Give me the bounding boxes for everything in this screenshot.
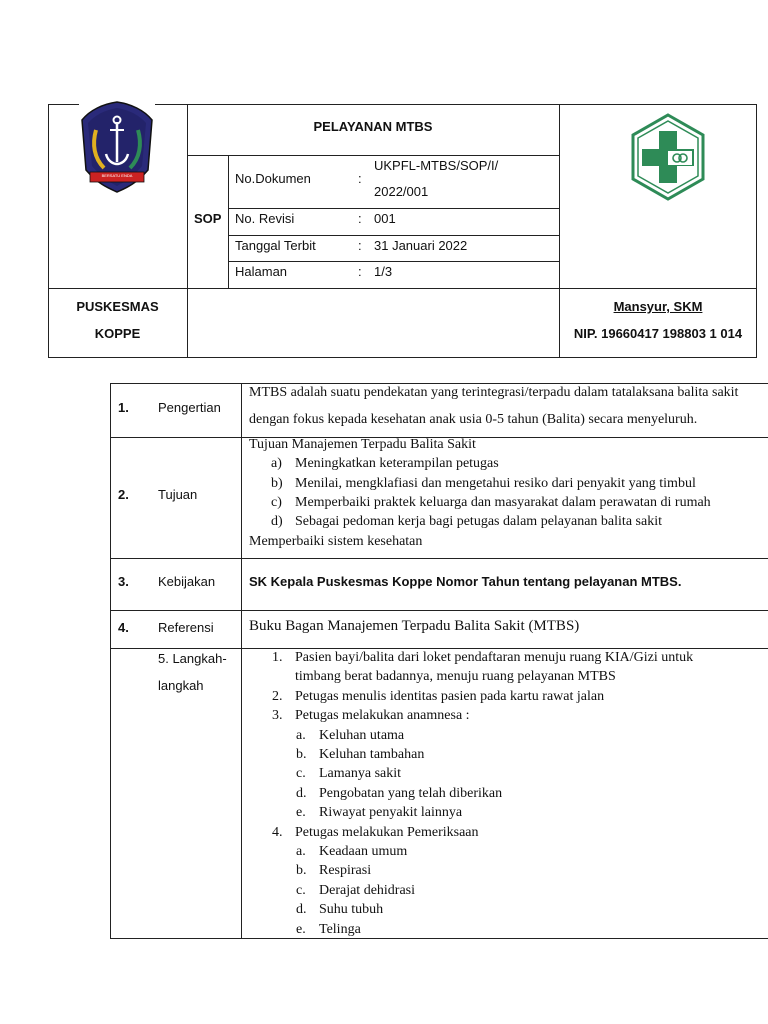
goal-item: Sebagai pedoman kerja bagi petugas dalam pelayanan balita sakit [295,514,662,529]
doc-number-value-line2: 2022/001 [374,184,429,199]
divider [48,288,757,289]
issue-date-value: 31 Januari 2022 [374,238,468,253]
row-number: 1. [118,400,129,415]
sub-step-text: Telinga [319,921,361,937]
sub-step-marker: d. [296,902,307,918]
sub-step-text: Keadaan umum [319,844,408,859]
goal-item: Memperbaiki praktek keluarga dan masyarakat dalam perawatan di rumah [295,495,711,510]
colon: : [358,171,362,186]
colon: : [358,264,362,279]
row-label-langkah-line2: langkah [158,678,204,693]
step-text: Pasien bayi/balita dari loket pendaftaran menuju ruang KIA/Gizi untuk [295,650,694,665]
step-text: Petugas melakukan anamnesa : [295,708,470,724]
divider [110,610,768,611]
goal-item: Meningkatkan keterampilan petugas [295,456,499,471]
divider [187,155,559,156]
definition-line1: MTBS adalah suatu pendekatan yang terintegrasi/terpadu dalam tatalaksana balita sakit [249,385,739,400]
sub-step-marker: e. [296,921,306,937]
colon: : [358,211,362,226]
row-label-pengertian: Pengertian [158,400,221,415]
sub-step-marker: a. [296,844,306,859]
row-number: 2. [118,487,129,502]
policy-text: SK Kepala Puskesmas Koppe Nomor Tahun tentang pelayanan MTBS. [249,574,682,589]
row-label-referensi: Referensi [158,620,214,635]
divider [110,648,768,649]
sub-step-marker: b. [296,863,307,879]
divider [228,208,559,209]
sub-step-marker: c. [296,766,306,782]
step-text-continuation: timbang berat badannya, menuju ruang pelayanan MTBS [295,669,616,685]
goal-item: Menilai, mengklafiasi dan mengetahui resiko dari penyakit yang timbul [295,476,696,491]
step-text: Petugas melakukan Pemeriksaan [295,824,479,840]
sub-step-text: Derajat dehidrasi [319,882,416,898]
sub-step-text: Keluhan utama [319,727,405,743]
colon: : [358,238,362,253]
divider [228,155,229,288]
signer-name: Mansyur, SKM [613,299,703,314]
sub-step-text: Suhu tubuh [319,902,384,918]
goal-intro: Tujuan Manajemen Terpadu Balita Sakit [249,437,476,452]
divider [228,235,559,236]
health-cross-logo-icon [630,113,706,201]
row-number: 4. [118,620,129,635]
logo-ribbon-text: BERSATU ENDA [101,173,133,178]
goal-item-marker: c) [271,495,282,510]
sub-step-text: Pengobatan yang telah diberikan [319,785,503,801]
divider [228,261,559,262]
revision-label: No. Revisi [235,211,295,226]
goal-item-marker: b) [271,476,283,491]
row-label-kebijakan: Kebijakan [158,574,216,589]
goal-outro: Memperbaiki sistem kesehatan [249,534,423,549]
organization-name-line2: KOPPE [94,326,141,341]
step-number: 3. [272,708,283,724]
sub-step-marker: e. [296,805,306,821]
signer-nip: NIP. 19660417 198803 1 014 [573,326,743,341]
sub-step-text: Lamanya sakit [319,766,402,782]
divider [241,383,242,939]
reference-text: Buku Bagan Manajemen Terpadu Balita Sakit (MTBS) [249,618,580,634]
page-label: Halaman [235,264,288,279]
divider [187,104,188,358]
doc-number-value-line1: UKPFL-MTBS/SOP/I/ [374,158,499,173]
goal-item-marker: a) [271,456,282,471]
divider [110,558,768,559]
issue-date-label: Tanggal Terbit [235,238,316,253]
sub-step-marker: c. [296,882,306,898]
step-text: Petugas menulis identitas pasien pada kartu rawat jalan [295,688,605,704]
row-number: 3. [118,574,129,589]
sub-step-text: Respirasi [319,863,372,879]
document-title: PELAYANAN MTBS [313,119,433,134]
step-number: 4. [272,824,283,840]
sub-step-marker: a. [296,727,306,743]
sop-label: SOP [194,211,222,226]
page-value: 1/3 [374,264,393,279]
goal-item-marker: d) [271,514,283,529]
sub-step-text: Keluhan tambahan [319,747,425,762]
row-label-langkah-line1: 5. Langkah- [158,651,227,666]
organization-name-line1: PUSKESMAS [76,299,159,314]
definition-line2: dengan fokus kepada kesehatan anak usia 0-5 tahun (Balita) secara menyeluruh. [249,412,698,427]
step-number: 2. [272,688,283,704]
row-label-tujuan: Tujuan [158,487,198,502]
sub-step-marker: d. [296,785,307,801]
step-number: 1. [272,650,283,665]
sub-step-text: Riwayat penyakit lainnya [319,805,463,821]
regional-logo-icon [76,100,158,196]
revision-value: 001 [374,211,396,226]
divider [559,104,560,358]
doc-number-label: No.Dokumen [235,171,311,186]
sub-step-marker: b. [296,747,307,762]
